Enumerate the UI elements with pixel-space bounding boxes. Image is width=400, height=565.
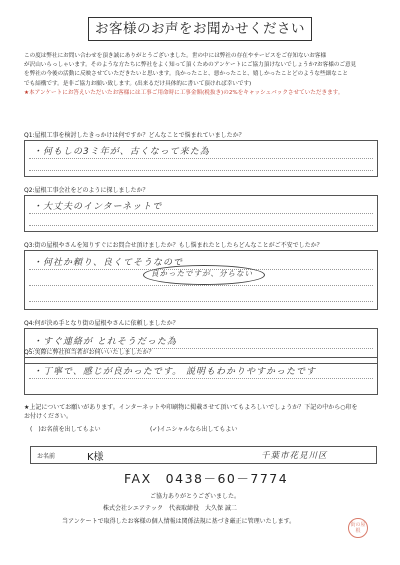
intro-line: でも結構です。是非ご協力お願い致します。(出来るだけ具体的に書いて頂ければ幸いです) bbox=[24, 80, 252, 87]
answer-box-1[interactable] bbox=[24, 140, 378, 177]
answer-text-4: ・すぐ連絡が とれそうだった為 bbox=[33, 337, 177, 347]
question-5-label: Q5:実際に弊社担当者がお伺いいたしましたか？ bbox=[24, 349, 155, 356]
question-2-label: Q2:屋根工事会社をどのように探しましたか？ bbox=[24, 187, 149, 194]
answer-text-3: ・何社か頼り、良くてそうなので bbox=[33, 258, 184, 268]
answer-text-5: ・丁寧で、感じが良かったです。 説明もわかりやすかったです bbox=[33, 367, 316, 377]
ruled-line bbox=[29, 285, 373, 286]
page-title: お客様のお声をお聞かせください bbox=[88, 17, 312, 41]
privacy-text: 当アンケートで取得したお客様の個人情報は関係法規に基づき厳正に管理いたします。 bbox=[62, 518, 296, 525]
answer-text-2: ・大丈夫のインターネットで bbox=[33, 202, 163, 212]
option-show-initial[interactable]: (✓)イニシャルなら出してもよい bbox=[150, 426, 238, 433]
question-1-label: Q1:屋根工事を検討したきっかけは何ですか？どんなことで悩まれていましたか？ bbox=[24, 132, 245, 139]
company-text: 株式会社シエアテック 代表取締役 大久保 誠二 bbox=[103, 505, 237, 512]
name-value: K様 bbox=[87, 452, 104, 463]
answer-box-3[interactable] bbox=[24, 250, 378, 310]
question-4-label: Q4:何が決め手となり街の屋根やさんに依頼しましたか？ bbox=[24, 320, 179, 327]
consent-request-cont: お付けください。 bbox=[24, 413, 73, 420]
company-stamp: 街の屋根 bbox=[348, 518, 368, 538]
intro-line: この度は弊社にお問い合わせを頂き誠にありがとうございました。世の中には弊社の存在やサービスをご存知ないお客様 bbox=[24, 53, 327, 59]
answer-text-3b: 良かったですが、分らない bbox=[151, 269, 253, 278]
consent-request: ★上記についてお願いがあります。インターネットや印刷物に掲載させて頂いてもよろしいでしょうか？下記の中から○印を bbox=[24, 404, 358, 411]
cashback-note: ★本アンケートにお答えいただいたお客様には工事ご用命時に工事金額(税抜き)の2%をキャッシュバックさせていただきます。 bbox=[24, 89, 344, 96]
fax-number: FAX 0438－60－7774 bbox=[124, 471, 289, 486]
thanks-text: ご協力ありがとうございました。 bbox=[150, 493, 241, 500]
question-3-label: Q3:街の屋根やさんを知りすぐにお問合せ頂けましたか？もし悩まれたとしたらどんなことがご不安でしたか？ bbox=[24, 242, 323, 249]
intro-line: を弊社の今後の活動に反映させていただきたいと思います。良かったこと、悪かったこと、嬉しかったことどのような些細なこと bbox=[24, 71, 348, 78]
name-box[interactable] bbox=[30, 446, 377, 464]
answer-box-2[interactable] bbox=[24, 195, 378, 232]
ruled-line bbox=[29, 225, 373, 226]
ruled-line bbox=[29, 301, 373, 302]
answer-box-5[interactable] bbox=[24, 357, 378, 395]
answer-text-1: ・何もしの3ミ年が、古くなって来た為 bbox=[33, 147, 210, 157]
ruled-line bbox=[29, 213, 373, 214]
option-show-name[interactable]: ( )お名前を出してもよい bbox=[30, 426, 101, 433]
ruled-line bbox=[29, 378, 373, 379]
intro-text bbox=[24, 52, 374, 98]
ruled-line bbox=[29, 158, 373, 159]
ruled-line bbox=[29, 170, 373, 171]
name-label: お名前 bbox=[37, 453, 56, 460]
intro-line: が沢山いらっしゃいます。そのような方たちに弊社をよく知って頂くためのアンケートにご協力頂けないでしょうか?お客様のご意見 bbox=[24, 62, 357, 69]
name-handwritten: 千葉市花見川区 bbox=[261, 451, 328, 461]
